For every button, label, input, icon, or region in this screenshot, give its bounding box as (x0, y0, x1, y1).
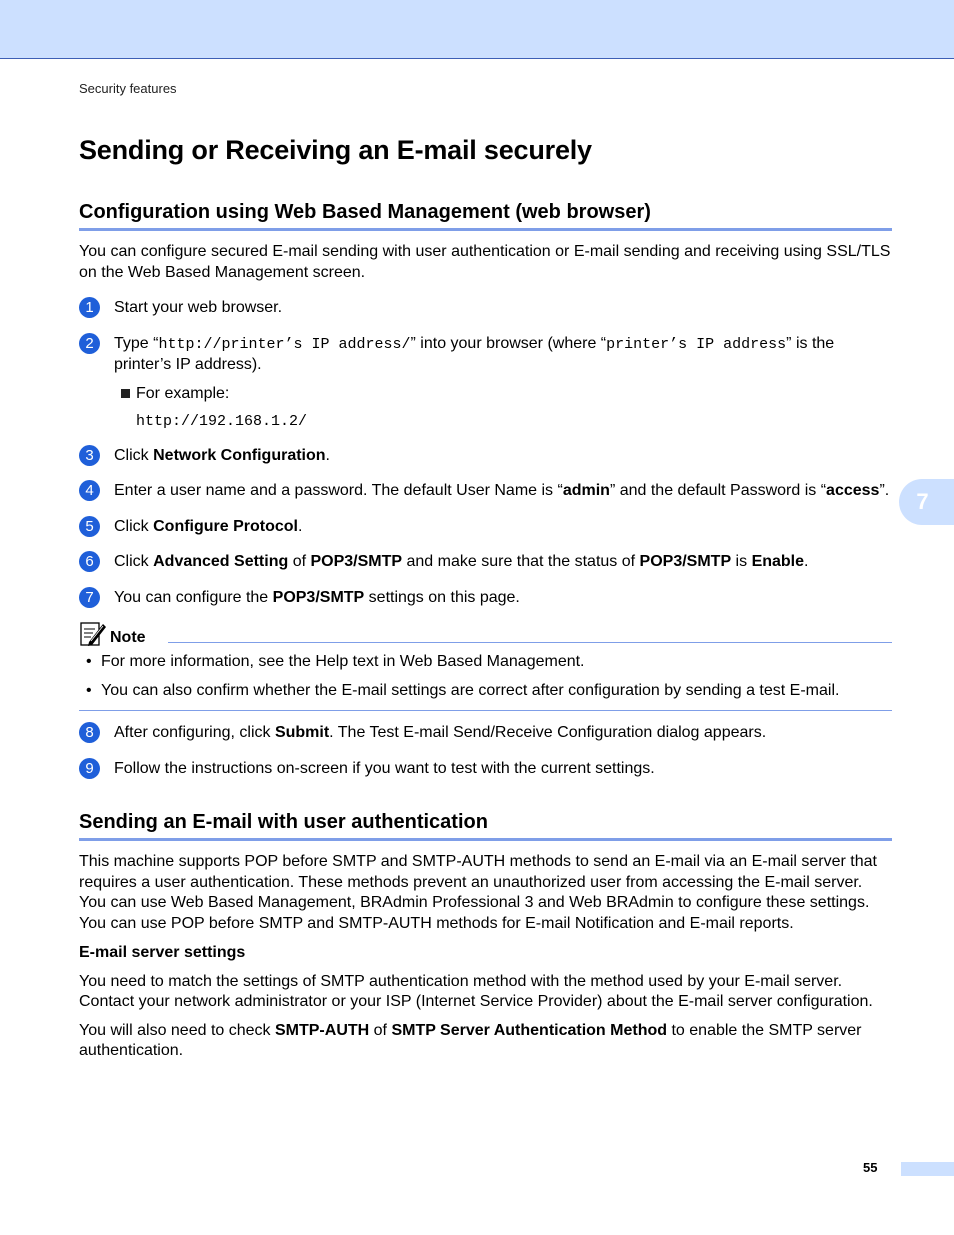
url-code: http://printer’s IP address/ (158, 335, 411, 353)
ui-term: POP3/SMTP (639, 553, 732, 570)
step-9 (79, 759, 892, 780)
bullet-icon: • (86, 681, 92, 699)
para-text: of (369, 1021, 392, 1039)
example-url: http://192.168.1.2/ (136, 413, 308, 430)
step-number: 7 (79, 587, 100, 608)
note-text: You can also confirm whether the E-mail settings are correct after configuration by sending a test E-mail. (101, 681, 840, 699)
step-text: Click (114, 446, 154, 464)
bullet-icon: • (86, 653, 92, 670)
chapter-tab: 7 (899, 479, 954, 525)
ui-term: SMTP-AUTH (274, 1021, 370, 1039)
page-content (79, 130, 892, 1062)
step-3 (79, 446, 892, 467)
header-band (0, 0, 954, 59)
step-text: ” and the default Password is “ (609, 482, 827, 499)
step-text: ”. (879, 482, 890, 499)
step-6 (79, 552, 892, 573)
step-number: 6 (79, 551, 100, 572)
step-text: ” is the printer’s IP address). (114, 334, 835, 373)
step-text: . (804, 553, 809, 570)
running-head: Security features (79, 81, 177, 96)
paragraph: This machine supports POP before SMTP and SMTP-AUTH methods to send an E-mail via an E-mail server that requires a user authentication. These methods prevent an unauthorized user from accessing the E-mail server. You can use Web Based Management, BRAdmin Professional 3 and Web BRAdmin to configure these settings. You can use POP before SMTP and SMTP-AUTH methods for E-mail Notification and E-mail reports. (79, 853, 877, 932)
ui-term: Network Configuration (153, 446, 326, 464)
ui-term: Advanced Setting (153, 553, 289, 570)
step-text: Type “ (114, 334, 159, 352)
step-2 (79, 334, 892, 376)
paragraph: You need to match the settings of SMTP authentication method with the method used by your E-mail server. Contact your network administrator or your ISP (Internet Service Provider) about the E-mail server configuration. (79, 972, 873, 1010)
step-number: 3 (79, 445, 100, 466)
note-pencil-icon (79, 620, 107, 648)
ui-term: POP3/SMTP (310, 553, 403, 570)
note-divider (168, 642, 892, 643)
step-text: and make sure that the status of (402, 553, 640, 570)
example-bullet (79, 384, 892, 405)
step-text: Enter a user name and a password. The default User Name is “ (114, 482, 563, 499)
step-number: 8 (79, 722, 100, 743)
section-intro: You can configure secured E-mail sending with user authentication or E-mail sending and receiving using SSL/TLS on the Web Based Management screen. (79, 243, 891, 281)
step-number: 9 (79, 758, 100, 779)
step-text: Click (114, 553, 154, 570)
step-7 (79, 588, 892, 609)
ip-code: printer’s IP address (606, 335, 787, 353)
step-number: 2 (79, 333, 100, 354)
default-password: access (826, 482, 880, 499)
ui-term: Submit (274, 724, 330, 741)
section-heading-web-config: Configuration using Web Based Management (web browser) (79, 198, 892, 231)
note-box (79, 622, 892, 711)
page-title: Sending or Receiving an E-mail securely (79, 135, 592, 165)
ui-term: Enable (751, 553, 805, 570)
step-text: After configuring, click (114, 724, 275, 741)
step-text: ” into your browser (where “ (410, 334, 607, 352)
step-text: of (288, 553, 311, 570)
step-text: Start your web browser. (114, 299, 283, 316)
note-end-divider (79, 710, 892, 711)
note-item (79, 652, 892, 673)
step-number: 1 (79, 297, 100, 318)
step-1 (79, 298, 892, 319)
step-text: . The Test E-mail Send/Receive Configuration dialog appears. (329, 724, 767, 741)
footer-bar (901, 1162, 954, 1176)
para-text: You will also need to check (79, 1021, 275, 1039)
step-8 (79, 723, 892, 744)
note-header (79, 622, 892, 650)
note-text: For more information, see the Help text in Web Based Management. (101, 653, 585, 670)
page-number: 55 (863, 1160, 878, 1175)
para-text: to enable the SMTP server authentication. (79, 1021, 862, 1059)
step-text: settings on this page. (364, 588, 520, 606)
paragraph (79, 1021, 892, 1062)
step-text: You can configure the (114, 588, 273, 606)
ui-term: POP3/SMTP (272, 588, 365, 606)
section-heading-smtp-auth: Sending an E-mail with user authentication (79, 808, 892, 841)
step-4 (79, 481, 892, 502)
step-text: is (731, 553, 752, 570)
square-bullet-icon (121, 389, 130, 398)
step-text: Click (114, 517, 154, 535)
step-number: 4 (79, 480, 100, 501)
subheading: E-mail server settings (79, 944, 246, 961)
step-text: . (298, 517, 303, 535)
step-text: . (325, 446, 330, 464)
ui-term: Configure Protocol (153, 517, 298, 535)
bullet-text: For example: (136, 384, 230, 402)
note-label: Note (110, 629, 146, 646)
ui-term: SMTP Server Authentication Method (391, 1021, 668, 1039)
step-5 (79, 517, 892, 538)
step-text: Follow the instructions on-screen if you want to test with the current settings. (114, 759, 655, 777)
default-username: admin (562, 482, 610, 499)
step-number: 5 (79, 516, 100, 537)
note-item (79, 681, 892, 702)
